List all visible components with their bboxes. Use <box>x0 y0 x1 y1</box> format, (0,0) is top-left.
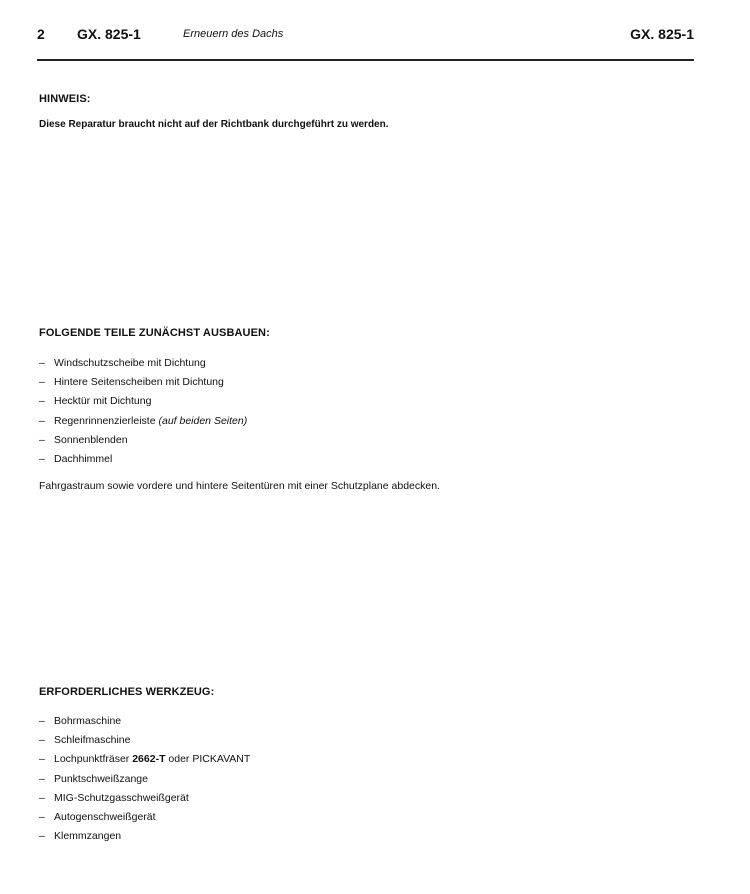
list-dash: – <box>39 772 45 785</box>
list-item <box>39 753 250 772</box>
list-item-text: Regenrinnenzierleiste <box>54 414 159 427</box>
tool-name: Schleifmaschine <box>54 734 131 747</box>
list-dash: – <box>39 414 45 427</box>
tools-list <box>39 715 250 849</box>
list-item-text: Dachhimmel <box>54 452 113 465</box>
list-dash: – <box>39 810 45 823</box>
list-dash: – <box>39 395 45 408</box>
note-heading: HINWEIS: <box>39 93 91 105</box>
document-title: Erneuern des Dachs <box>183 28 284 40</box>
list-dash: – <box>39 753 45 766</box>
document-code-left: GX. 825-1 <box>77 26 141 42</box>
remove-parts-list <box>39 357 247 472</box>
list-item-text: Sonnenblenden <box>54 433 128 446</box>
tool-name: Punktschweißzange <box>54 772 148 785</box>
tool-name: MIG-Schutzgasschweißgerät <box>54 791 189 804</box>
list-item <box>39 376 247 395</box>
list-item <box>39 811 250 830</box>
document-code-right: GX. 825-1 <box>630 26 694 42</box>
page-header <box>0 26 750 46</box>
list-item-text: Hecktür mit Dichtung <box>54 395 152 408</box>
note-text: Diese Reparatur braucht nicht auf der Richtbank durchgeführt zu werden. <box>39 119 389 130</box>
list-item-note: (auf beiden Seiten) <box>158 414 248 427</box>
list-item <box>39 415 247 434</box>
list-item <box>39 792 250 811</box>
list-item <box>39 734 250 753</box>
list-dash: – <box>39 452 45 465</box>
list-item <box>39 773 250 792</box>
tool-name: Klemmzangen <box>54 830 122 843</box>
page-number: 2 <box>37 26 45 42</box>
tools-heading: ERFORDERLICHES WERKZEUG: <box>39 686 215 698</box>
tool-part-number: 2662-T <box>132 753 166 766</box>
tool-name: Autogenschweißgerät <box>54 810 156 823</box>
list-item <box>39 434 247 453</box>
list-item-text: Hintere Seitenscheiben mit Dichtung <box>54 376 224 389</box>
list-dash: – <box>39 734 45 747</box>
list-dash: – <box>39 357 45 369</box>
list-item <box>39 715 250 734</box>
list-item <box>39 357 247 376</box>
list-dash: – <box>39 376 45 389</box>
list-dash: – <box>39 433 45 446</box>
tool-name: Bohrmaschine <box>54 715 122 727</box>
tool-name: Lochpunktfräser <box>54 753 133 766</box>
list-dash: – <box>39 715 45 727</box>
header-divider <box>37 59 694 61</box>
remove-parts-heading: FOLGENDE TEILE ZUNÄCHST AUSBAUEN: <box>39 327 270 339</box>
protection-instruction: Fahrgastraum sowie vordere und hintere Seitentüren mit einer Schutzplane abdecken. <box>39 480 440 492</box>
list-item <box>39 830 250 849</box>
list-item <box>39 453 247 472</box>
tool-name-suffix: oder PICKAVANT <box>165 753 251 766</box>
list-dash: – <box>39 791 45 804</box>
list-item-text: Windschutzscheibe mit Dichtung <box>54 357 206 369</box>
list-item <box>39 395 247 414</box>
list-dash: – <box>39 830 45 843</box>
